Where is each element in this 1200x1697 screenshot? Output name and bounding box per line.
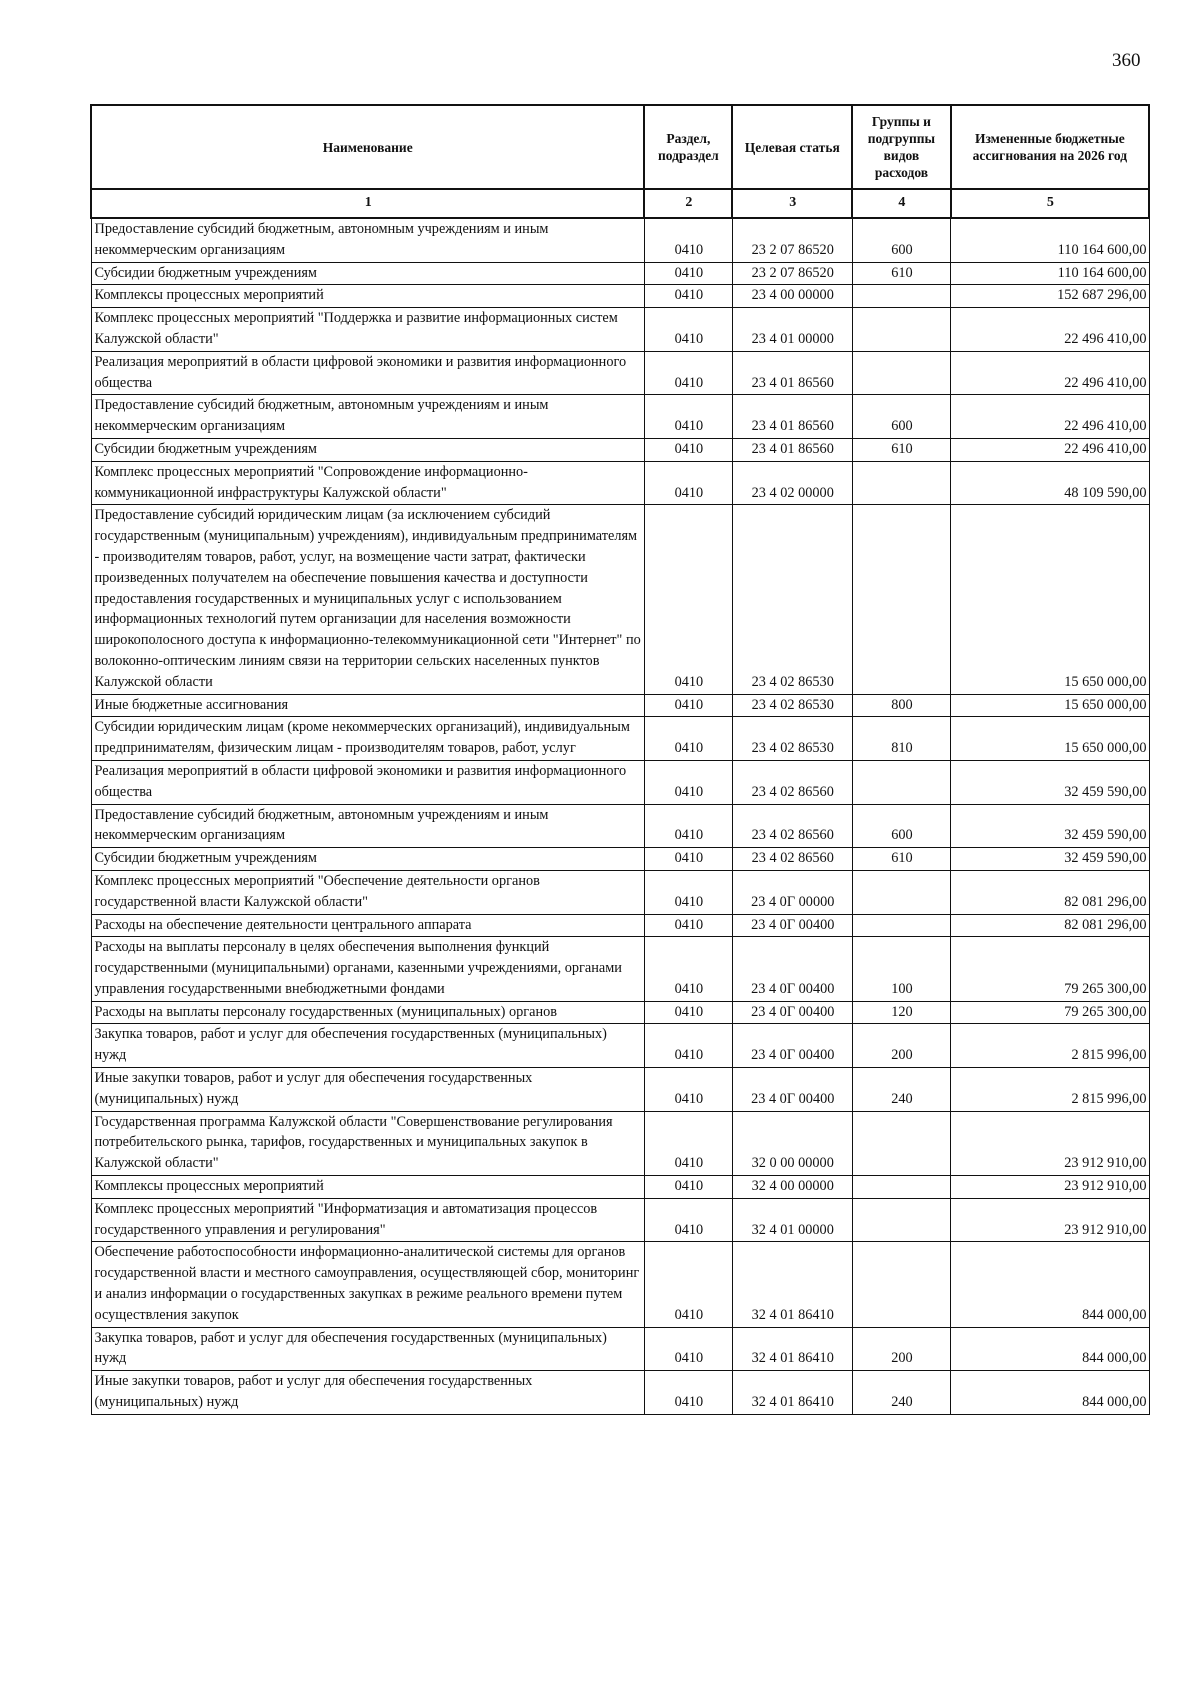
row-section: 0410 — [644, 694, 732, 717]
row-target: 32 4 01 86410 — [732, 1371, 852, 1415]
row-section: 0410 — [644, 1111, 732, 1175]
row-name: Реализация мероприятий в области цифровой экономики и развития информационного общества — [91, 351, 644, 395]
row-group: 610 — [852, 848, 951, 871]
row-name: Предоставление субсидий бюджетным, автономным учреждениям и иным некоммерческим организациям — [91, 395, 644, 439]
row-section: 0410 — [644, 1242, 732, 1327]
row-target: 23 4 02 86530 — [732, 505, 852, 694]
header-amount: Измененные бюджетные ассигнования на 2026 год — [951, 105, 1149, 189]
row-section: 0410 — [644, 717, 732, 761]
row-group — [852, 760, 951, 804]
budget-table — [90, 104, 1150, 1415]
row-name: Иные бюджетные ассигнования — [91, 694, 644, 717]
row-amount: 22 496 410,00 — [951, 438, 1149, 461]
row-amount: 79 265 300,00 — [951, 937, 1149, 1001]
row-name: Комплексы процессных мероприятий — [91, 285, 644, 308]
row-target: 23 4 02 86530 — [732, 717, 852, 761]
table-row — [91, 694, 1149, 717]
column-number: 5 — [951, 189, 1149, 218]
row-group — [852, 914, 951, 937]
table-row — [91, 262, 1149, 285]
row-group — [852, 870, 951, 914]
row-section: 0410 — [644, 1001, 732, 1024]
table-row — [91, 308, 1149, 352]
table-row — [91, 351, 1149, 395]
table-row — [91, 804, 1149, 848]
row-group — [852, 1242, 951, 1327]
row-group: 100 — [852, 937, 951, 1001]
row-amount: 110 164 600,00 — [951, 218, 1149, 262]
row-name: Предоставление субсидий юридическим лицам (за исключением субсидий государственным (муниципальным) учреждениям), индивидуальным предпринимателям - производителям товаров, работ, услуг, на возмещение части затрат, фактически произведенных получателем на обеспечение повышения качества и доступности предоставления государственных и муниципальных услуг с использованием информационных технологий путем организации для населения возможности широкополосного доступа к информационно-телекоммуникационной сети "Интернет" по волоконно-оптическим линиям связи на территории сельских населенных пунктов Калужской области — [91, 505, 644, 694]
table-row — [91, 1198, 1149, 1242]
row-section: 0410 — [644, 1068, 732, 1112]
table-row — [91, 848, 1149, 871]
row-amount: 23 912 910,00 — [951, 1198, 1149, 1242]
row-group: 200 — [852, 1327, 951, 1371]
row-amount: 48 109 590,00 — [951, 461, 1149, 505]
row-target: 23 4 00 00000 — [732, 285, 852, 308]
row-name: Расходы на обеспечение деятельности центрального аппарата — [91, 914, 644, 937]
row-name: Субсидии бюджетным учреждениям — [91, 262, 644, 285]
row-amount: 82 081 296,00 — [951, 914, 1149, 937]
row-amount: 152 687 296,00 — [951, 285, 1149, 308]
table-row — [91, 1242, 1149, 1327]
table-row — [91, 1371, 1149, 1415]
row-target: 32 4 01 00000 — [732, 1198, 852, 1242]
row-group: 800 — [852, 694, 951, 717]
row-target: 23 4 0Г 00000 — [732, 870, 852, 914]
row-amount: 15 650 000,00 — [951, 505, 1149, 694]
row-section: 0410 — [644, 461, 732, 505]
table-row — [91, 285, 1149, 308]
row-amount: 22 496 410,00 — [951, 395, 1149, 439]
row-name: Иные закупки товаров, работ и услуг для обеспечения государственных (муниципальных) нужд — [91, 1371, 644, 1415]
row-section: 0410 — [644, 1327, 732, 1371]
row-name: Комплекс процессных мероприятий "Сопровождение информационно-коммуникационной инфраструктуры Калужской области" — [91, 461, 644, 505]
table-row — [91, 505, 1149, 694]
row-target: 23 4 01 86560 — [732, 438, 852, 461]
row-section: 0410 — [644, 308, 732, 352]
row-section: 0410 — [644, 351, 732, 395]
row-amount: 844 000,00 — [951, 1242, 1149, 1327]
row-target: 32 4 00 00000 — [732, 1176, 852, 1199]
row-name: Государственная программа Калужской области "Совершенствование регулирования потребительского рынка, тарифов, государственных и муниципальных закупок в Калужской области" — [91, 1111, 644, 1175]
row-target: 23 4 02 86560 — [732, 760, 852, 804]
row-target: 32 0 00 00000 — [732, 1111, 852, 1175]
row-target: 23 4 02 00000 — [732, 461, 852, 505]
row-target: 23 4 02 86530 — [732, 694, 852, 717]
page-number: 360 — [1112, 50, 1141, 71]
row-group: 600 — [852, 395, 951, 439]
table-row — [91, 1024, 1149, 1068]
row-section: 0410 — [644, 1176, 732, 1199]
row-group: 610 — [852, 438, 951, 461]
row-amount: 32 459 590,00 — [951, 804, 1149, 848]
table-row — [91, 870, 1149, 914]
row-amount: 32 459 590,00 — [951, 848, 1149, 871]
row-target: 23 4 0Г 00400 — [732, 937, 852, 1001]
row-target: 23 4 02 86560 — [732, 848, 852, 871]
row-section: 0410 — [644, 438, 732, 461]
row-target: 23 2 07 86520 — [732, 218, 852, 262]
table-row — [91, 1068, 1149, 1112]
row-amount: 22 496 410,00 — [951, 351, 1149, 395]
row-section: 0410 — [644, 1371, 732, 1415]
row-section: 0410 — [644, 395, 732, 439]
header-target: Целевая статья — [732, 105, 852, 189]
row-amount: 844 000,00 — [951, 1327, 1149, 1371]
row-amount: 15 650 000,00 — [951, 717, 1149, 761]
row-target: 23 4 01 86560 — [732, 351, 852, 395]
row-target: 23 4 01 00000 — [732, 308, 852, 352]
row-section: 0410 — [644, 218, 732, 262]
row-target: 32 4 01 86410 — [732, 1242, 852, 1327]
row-group — [852, 308, 951, 352]
row-group — [852, 1111, 951, 1175]
row-section: 0410 — [644, 505, 732, 694]
row-target: 23 4 0Г 00400 — [732, 1024, 852, 1068]
row-name: Комплекс процессных мероприятий "Поддержка и развитие информационных систем Калужской области" — [91, 308, 644, 352]
table-row — [91, 438, 1149, 461]
row-amount: 2 815 996,00 — [951, 1068, 1149, 1112]
table-row — [91, 218, 1149, 262]
column-number: 2 — [644, 189, 732, 218]
table-row — [91, 461, 1149, 505]
table-row — [91, 1001, 1149, 1024]
row-section: 0410 — [644, 804, 732, 848]
header-section: Раздел, подраздел — [644, 105, 732, 189]
row-name: Комплекс процессных мероприятий "Информатизация и автоматизация процессов государственного управления и регулирования" — [91, 1198, 644, 1242]
row-section: 0410 — [644, 848, 732, 871]
row-section: 0410 — [644, 914, 732, 937]
row-name: Субсидии бюджетным учреждениям — [91, 848, 644, 871]
column-number: 1 — [91, 189, 644, 218]
table-row — [91, 1176, 1149, 1199]
row-name: Расходы на выплаты персоналу государственных (муниципальных) органов — [91, 1001, 644, 1024]
row-target: 23 2 07 86520 — [732, 262, 852, 285]
row-section: 0410 — [644, 1024, 732, 1068]
column-number: 3 — [732, 189, 852, 218]
row-name: Расходы на выплаты персоналу в целях обеспечения выполнения функций государственными (муниципальными) органами, казенными учреждениями, органами управления государственными внебюджетными фондами — [91, 937, 644, 1001]
row-group: 810 — [852, 717, 951, 761]
row-section: 0410 — [644, 1198, 732, 1242]
table-row — [91, 395, 1149, 439]
row-amount: 844 000,00 — [951, 1371, 1149, 1415]
row-amount: 23 912 910,00 — [951, 1176, 1149, 1199]
table-row — [91, 937, 1149, 1001]
row-amount: 32 459 590,00 — [951, 760, 1149, 804]
row-section: 0410 — [644, 870, 732, 914]
header-groups: Группы и подгруппы видов расходов — [852, 105, 951, 189]
row-target: 23 4 02 86560 — [732, 804, 852, 848]
row-group — [852, 285, 951, 308]
table-row — [91, 717, 1149, 761]
row-amount: 15 650 000,00 — [951, 694, 1149, 717]
row-target: 23 4 0Г 00400 — [732, 1068, 852, 1112]
column-number: 4 — [852, 189, 951, 218]
row-group: 600 — [852, 804, 951, 848]
row-section: 0410 — [644, 285, 732, 308]
row-group — [852, 461, 951, 505]
row-target: 23 4 0Г 00400 — [732, 914, 852, 937]
row-group: 240 — [852, 1068, 951, 1112]
table-row — [91, 914, 1149, 937]
row-name: Субсидии бюджетным учреждениям — [91, 438, 644, 461]
row-amount: 82 081 296,00 — [951, 870, 1149, 914]
row-section: 0410 — [644, 760, 732, 804]
row-target: 23 4 01 86560 — [732, 395, 852, 439]
row-amount: 22 496 410,00 — [951, 308, 1149, 352]
row-section: 0410 — [644, 937, 732, 1001]
row-name: Обеспечение работоспособности информационно-аналитической системы для органов государственной власти и местного самоуправления, осуществляющей сбор, мониторинг и анализ информации о государственных закупках в режиме реального времени путем осуществления закупок — [91, 1242, 644, 1327]
row-name: Предоставление субсидий бюджетным, автономным учреждениям и иным некоммерческим организациям — [91, 218, 644, 262]
row-group — [852, 505, 951, 694]
row-name: Иные закупки товаров, работ и услуг для обеспечения государственных (муниципальных) нужд — [91, 1068, 644, 1112]
row-target: 32 4 01 86410 — [732, 1327, 852, 1371]
row-group — [852, 1176, 951, 1199]
row-group — [852, 1198, 951, 1242]
row-group: 610 — [852, 262, 951, 285]
table-row — [91, 1327, 1149, 1371]
row-name: Комплекс процессных мероприятий "Обеспечение деятельности органов государственной власти Калужской области" — [91, 870, 644, 914]
row-target: 23 4 0Г 00400 — [732, 1001, 852, 1024]
row-amount: 110 164 600,00 — [951, 262, 1149, 285]
row-amount: 79 265 300,00 — [951, 1001, 1149, 1024]
row-group: 200 — [852, 1024, 951, 1068]
row-name: Закупка товаров, работ и услуг для обеспечения государственных (муниципальных) нужд — [91, 1024, 644, 1068]
row-group: 600 — [852, 218, 951, 262]
table-header-row — [91, 105, 1149, 189]
row-name: Субсидии юридическим лицам (кроме некоммерческих организаций), индивидуальным предпринимателям, физическим лицам - производителям товаров, работ, услуг — [91, 717, 644, 761]
column-number-row — [91, 189, 1149, 218]
row-name: Комплексы процессных мероприятий — [91, 1176, 644, 1199]
row-name: Предоставление субсидий бюджетным, автономным учреждениям и иным некоммерческим организациям — [91, 804, 644, 848]
row-group: 240 — [852, 1371, 951, 1415]
row-group: 120 — [852, 1001, 951, 1024]
header-name: Наименование — [91, 105, 644, 189]
row-name: Реализация мероприятий в области цифровой экономики и развития информационного общества — [91, 760, 644, 804]
row-amount: 23 912 910,00 — [951, 1111, 1149, 1175]
table-row — [91, 760, 1149, 804]
row-name: Закупка товаров, работ и услуг для обеспечения государственных (муниципальных) нужд — [91, 1327, 644, 1371]
row-section: 0410 — [644, 262, 732, 285]
table-row — [91, 1111, 1149, 1175]
row-amount: 2 815 996,00 — [951, 1024, 1149, 1068]
row-group — [852, 351, 951, 395]
